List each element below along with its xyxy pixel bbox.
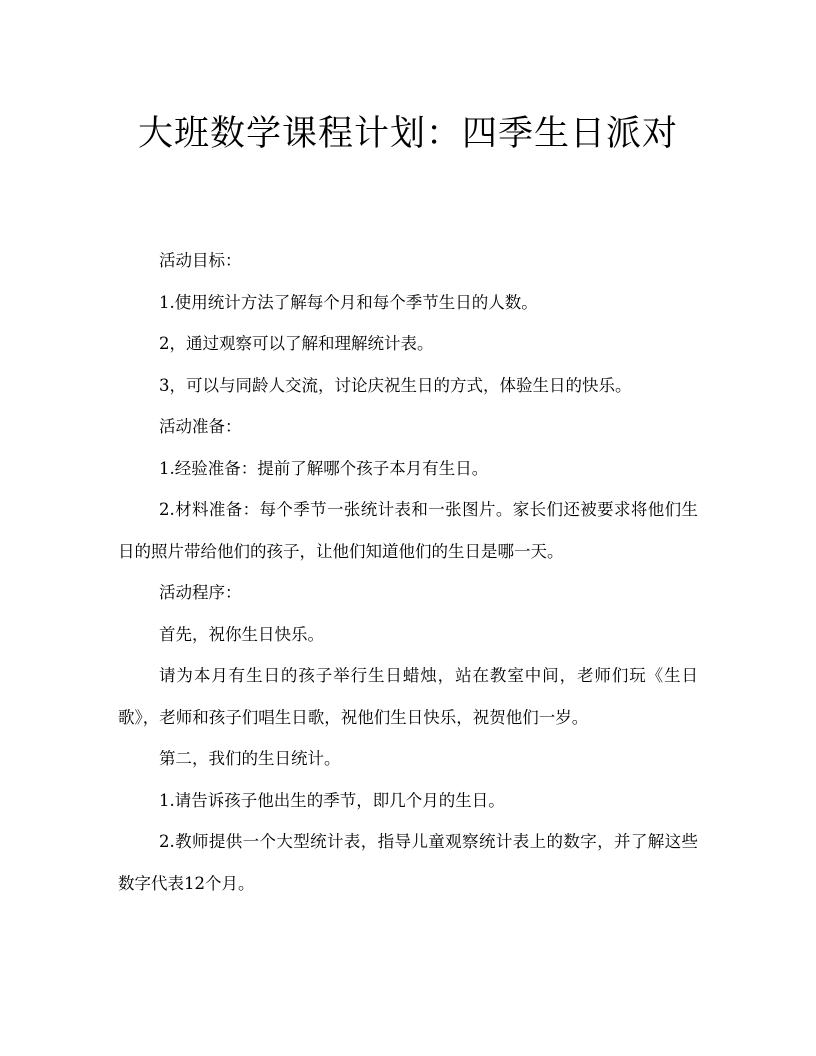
document-title: 大班数学课程计划：四季生日派对 bbox=[137, 114, 678, 154]
goal-item-2: 2，通过观察可以了解和理解统计表。 bbox=[159, 334, 434, 353]
procedure-step-1-text: 请为本月有生日的孩子举行生日蜡烛，站在教室中间，老师们玩《生日歌》，老师和孩子们唱生日歌，祝他们生日快乐，祝贺他们一岁。 bbox=[118, 666, 698, 727]
goal-item-1: 1.使用统计方法了解每个月和每个季节生日的人数。 bbox=[159, 292, 538, 312]
section-heading-goals: 活动目标： bbox=[159, 251, 242, 270]
preparation-item-1: 1.经验准备：提前了解哪个孩子本月有生日。 bbox=[159, 458, 489, 478]
procedure-step-2-item-1: 1.请告诉孩子他出生的季节，即几个月的生日。 bbox=[159, 790, 505, 810]
procedure-step-1-heading: 首先，祝你生日快乐。 bbox=[159, 624, 324, 644]
procedure-step-2-item-2: 2.教师提供一个大型统计表，指导儿童观察统计表上的数字，并了解这些数字代表12个月。 bbox=[118, 832, 698, 893]
section-heading-preparation: 活动准备： bbox=[159, 417, 242, 436]
procedure-step-2-heading: 第二，我们的生日统计。 bbox=[159, 749, 341, 768]
section-heading-procedure: 活动程序： bbox=[159, 583, 242, 602]
goal-item-3: 3，可以与同龄人交流，讨论庆祝生日的方式，体验生日的快乐。 bbox=[159, 375, 632, 395]
preparation-item-2: 2.材料准备：每个季节一张统计表和一张图片。家长们还被要求将他们生日的照片带给他们的孩子，让他们知道他们的生日是哪一天。 bbox=[118, 500, 698, 561]
document-body bbox=[118, 240, 698, 904]
